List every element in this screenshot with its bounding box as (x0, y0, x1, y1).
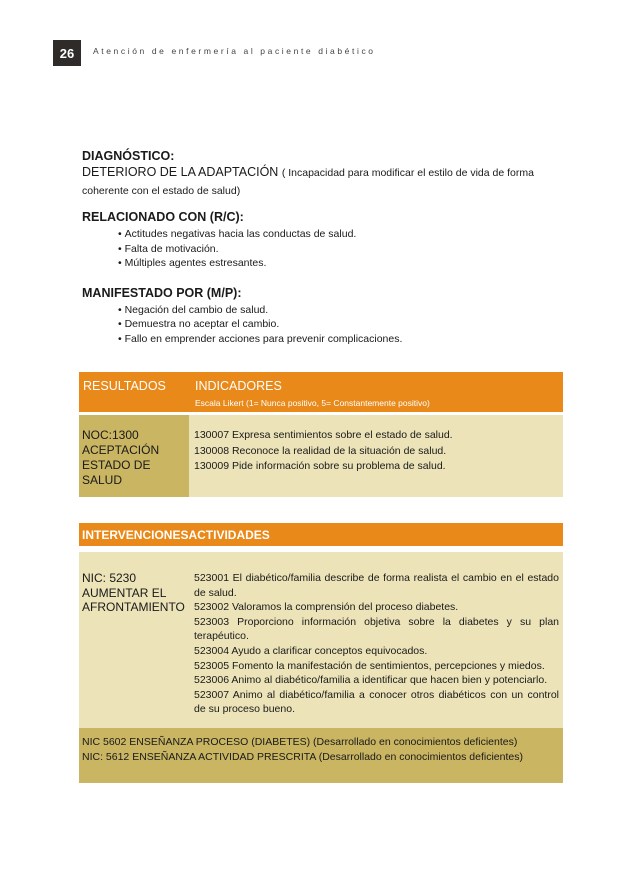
related-label: RELACIONADO CON (R/C): (82, 210, 244, 224)
noc-cell (79, 415, 189, 497)
results-table (79, 372, 563, 497)
interventions-header: INTERVENCIONES (82, 527, 189, 542)
interventions-footer (79, 728, 563, 783)
activity-item: 523004 Ayudo a clarificar conceptos equivocados. (194, 644, 428, 657)
interventions-table-row (79, 552, 563, 728)
nic-cell (79, 552, 189, 728)
activity-item: 523002 Valoramos la comprensión del proceso diabetes. (194, 601, 459, 614)
diagnosis-title: DETERIORO DE LA ADAPTACIÓN (82, 165, 279, 179)
interventions-table (79, 523, 563, 783)
list-item: • Demuestra no aceptar el cambio. (118, 317, 562, 332)
activities-header: ACTIVIDADES (188, 527, 270, 542)
list-item: • Negación del cambio de salud. (118, 303, 562, 318)
likert-scale-note: Escala Likert (1= Nunca positivo, 5= Constantemente positivo) (195, 398, 430, 408)
diagnosis-label: DIAGNÓSTICO: (82, 149, 175, 163)
activity-item: 523005 Fomento la manifestación de sentimientos, percepciones y miedos. (194, 659, 545, 672)
noc-line: ACEPTACIÓN (82, 443, 160, 457)
activity-item: 523006 Animo al diabético/familia a identificar que hacen bien y potenciarlo. (194, 674, 548, 687)
activities-cell (189, 552, 563, 728)
activity-item: 523003 Proporciono información objetiva sobre la diabetes y su plan terapéutico. (194, 615, 559, 643)
footer-line: NIC: 5612 ENSEÑANZA ACTIVIDAD PRESCRITA (Desarrollado en conocimientos deficientes) (82, 751, 523, 763)
noc-line: NOC:1300 (82, 428, 139, 442)
noc-line: ESTADO DE SALUD (82, 458, 151, 487)
diagnosis-continuation: coherente con el estado de salud) (82, 185, 241, 197)
related-list (82, 227, 562, 271)
list-item: • Múltiples agentes estresantes. (118, 256, 562, 271)
manifested-list (82, 303, 562, 347)
indicator-item: 130009 Pide información sobre su problema de salud. (194, 460, 446, 472)
footer-line: NIC 5602 ENSEÑANZA PROCESO (DIABETES) (Desarrollado en conocimientos deficientes) (82, 736, 518, 748)
results-header: RESULTADOS (83, 379, 166, 393)
diagnosis-subtitle: ( Incapacidad para modificar el estilo de vida de forma (281, 167, 534, 179)
indicator-item: 130007 Expresa sentimientos sobre el estado de salud. (194, 429, 453, 441)
indicators-header: INDICADORES (195, 379, 282, 393)
activity-item: 523007 Animo al diabético/familia a conocer otros diabéticos con un control de su proceso bueno. (194, 688, 559, 716)
diagnosis-title-line (82, 164, 562, 181)
interventions-table-header (79, 523, 563, 546)
activity-item: 523001 El diabético/familia describe de forma realista el cambio en el estado de salud. (194, 572, 559, 599)
list-item: • Fallo en emprender acciones para prevenir complicaciones. (118, 332, 562, 347)
page-number: 26 (53, 40, 81, 66)
list-item: • Actitudes negativas hacia las conductas de salud. (118, 227, 562, 242)
results-table-header (79, 372, 563, 412)
list-item: • Falta de motivación. (118, 242, 562, 257)
nic-line: NIC: 5230 (82, 571, 137, 585)
nic-line: AFRONTAMIENTO (82, 600, 185, 614)
running-title: Atención de enfermería al paciente diabético (93, 46, 376, 56)
manifested-label: MANIFESTADO POR (M/P): (82, 285, 242, 300)
indicator-item: 130008 Reconoce la realidad de la situación de salud. (194, 444, 447, 457)
results-table-row (79, 415, 563, 497)
nic-line: AUMENTAR EL (82, 585, 167, 600)
indicators-cell (189, 415, 563, 497)
diagnosis-section (82, 148, 562, 346)
